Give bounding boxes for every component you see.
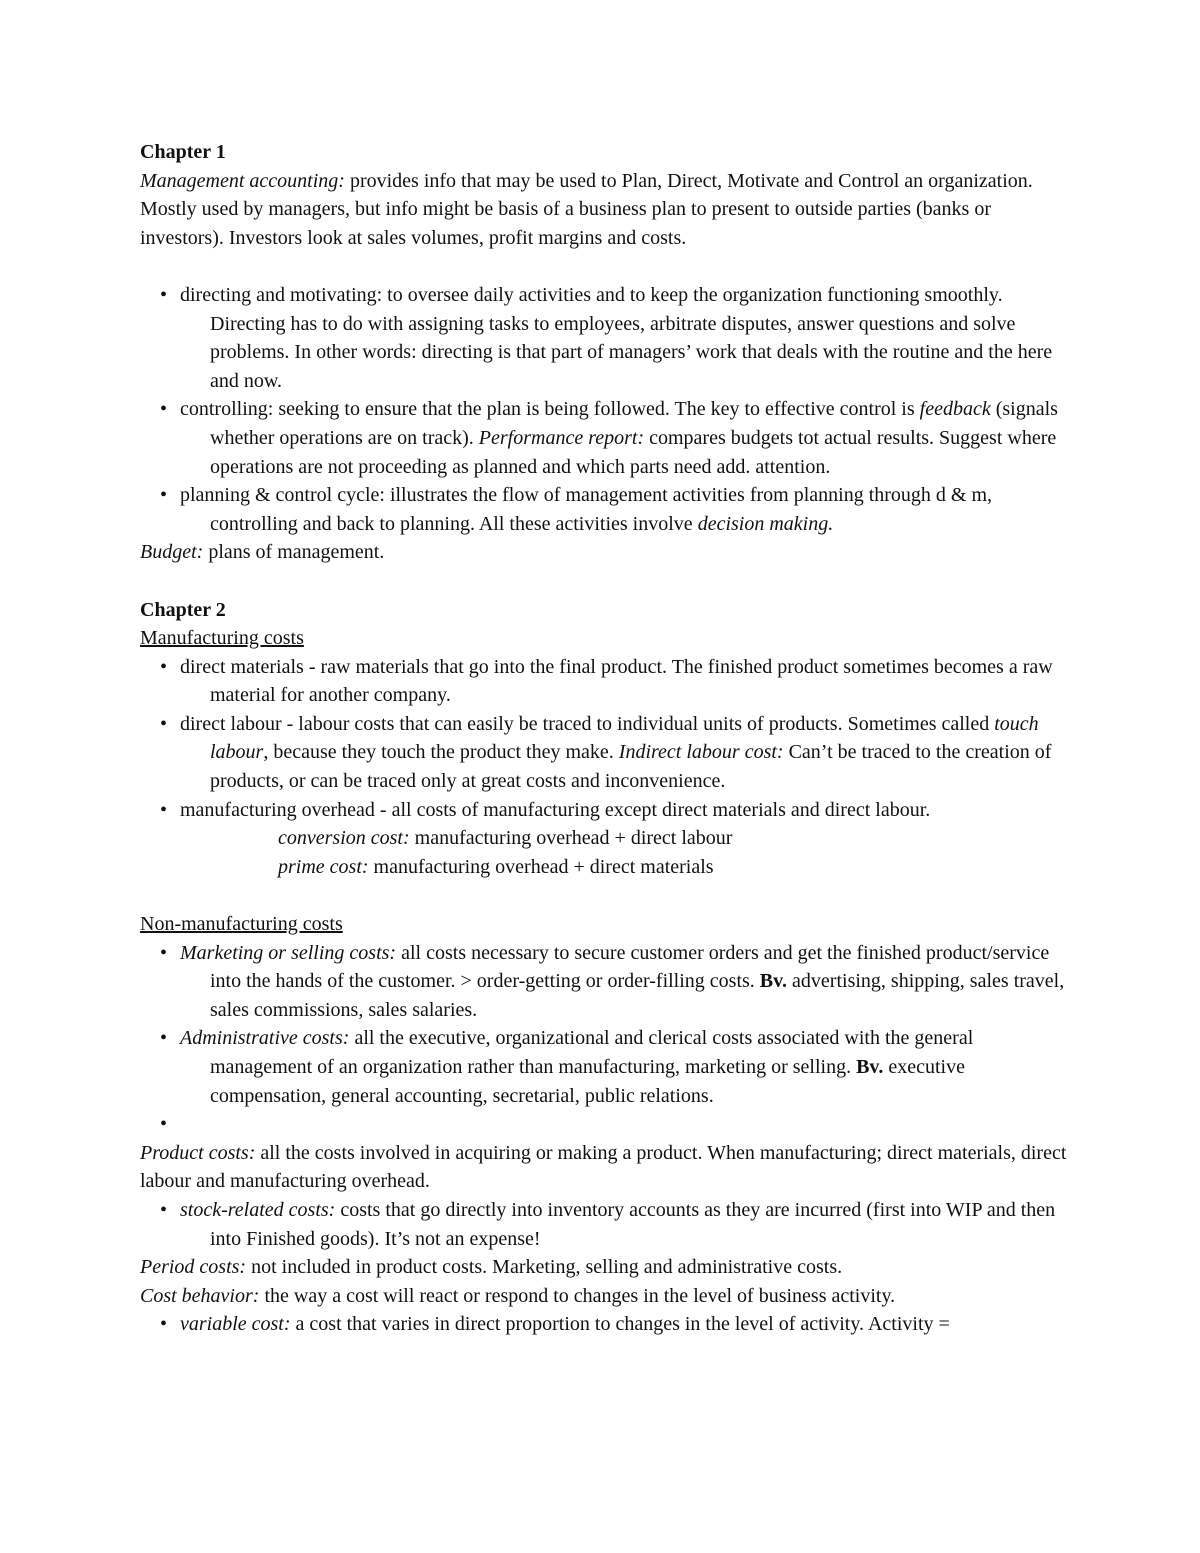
bullet-text: all the executive, organizational and clerical costs associated with the general management of an organization rather than manufacturing, marketing or selling.: [210, 1027, 974, 1078]
term-prime-cost: prime cost:: [278, 855, 369, 878]
bullet-text: (signals whether operations are on track).: [210, 398, 1058, 449]
bullet-direct-labour: [140, 710, 1070, 796]
period-costs-line: [140, 1253, 1070, 1282]
bullet-icon: •: [160, 798, 168, 821]
term-touch-labour: touch labour: [210, 712, 1039, 764]
term-conversion-cost: conversion cost:: [278, 827, 410, 850]
budget-line: [140, 538, 1070, 567]
term-product-costs: Product costs:: [140, 1141, 256, 1164]
bullet-administrative-costs: [140, 1024, 1070, 1110]
bullet-direct-materials: [140, 653, 1070, 710]
bullet-icon: •: [160, 1313, 168, 1336]
manufacturing-costs-heading: Manufacturing costs: [140, 627, 304, 650]
bullet-icon: •: [160, 1198, 168, 1221]
bullet-text: manufacturing overhead - all costs of manufacturing except direct materials and direct labour.: [180, 798, 931, 821]
bullet-empty: [140, 1110, 1070, 1139]
bullet-text: executive compensation, general accounting, secretarial, public relations.: [210, 1056, 965, 1107]
bullet-icon: •: [160, 398, 168, 421]
term-performance-report: Performance report:: [478, 426, 645, 449]
budget-text: plans of management.: [203, 541, 385, 564]
term-cost-behavior: Cost behavior:: [140, 1284, 260, 1307]
chapter-2-title: Chapter 2: [140, 598, 226, 621]
bullet-text: costs that go directly into inventory accounts as they are incurred (first into WIP and then into Finished goods). It’s not an expense!: [210, 1198, 1056, 1250]
bullet-icon: •: [160, 283, 168, 306]
term-variable-cost: variable cost:: [180, 1313, 291, 1336]
bullet-marketing-costs: [140, 939, 1070, 1025]
bullet-text: Can’t be traced to the creation of products, or can be traced only at great costs and inconvenience.: [210, 741, 1052, 793]
bullet-text: direct materials - raw materials that go into the final product. The finished product sometimes becomes a raw material for another company.: [180, 655, 1053, 707]
term-marketing-costs: Marketing or selling costs:: [180, 941, 397, 964]
non-manufacturing-costs-heading: Non-manufacturing costs: [140, 913, 343, 936]
prime-cost-line: [140, 853, 1070, 882]
bullet-text: , because they touch the product they make.: [263, 741, 619, 764]
term-decision-making: decision making.: [697, 512, 834, 535]
cost-behavior-text: the way a cost will react or respond to changes in the level of business activity.: [259, 1284, 896, 1307]
bullet-text: advertising, shipping, sales travel, sales commissions, sales salaries.: [210, 970, 1065, 1021]
bullet-directing: [140, 281, 1070, 395]
bv-label: Bv.: [856, 1056, 884, 1078]
conversion-cost-line: [140, 824, 1070, 853]
bullet-text: controlling: seeking to ensure that the plan is being followed. The key to effective control is: [180, 398, 920, 421]
bullet-icon: •: [160, 484, 168, 507]
bullet-text: a cost that varies in direct proportion to changes in the level of activity. Activity =: [290, 1313, 950, 1336]
spacer: [140, 881, 1070, 910]
term-administrative-costs: Administrative costs:: [180, 1027, 350, 1050]
spacer: [140, 252, 1070, 281]
period-costs-text: not included in product costs. Marketing, selling and administrative costs.: [246, 1256, 843, 1279]
bv-label: Bv.: [759, 970, 788, 993]
cost-behavior-line: [140, 1282, 1070, 1311]
bullet-icon: •: [160, 712, 168, 735]
bullet-text: all costs necessary to secure customer orders and get the finished product/service into the hands of the customer. > order-getting or order-filling costs.: [210, 941, 1050, 993]
bullet-stock-related: [140, 1196, 1070, 1253]
spacer: [140, 567, 1070, 596]
product-costs-line: [140, 1139, 1070, 1196]
term-feedback: feedback: [919, 398, 991, 421]
bullet-variable-cost: [140, 1310, 1070, 1339]
bullet-icon: •: [160, 655, 168, 678]
term-management-accounting: Management accounting:: [140, 169, 345, 192]
bullet-text: compares budgets tot actual results. Suggest where operations are not proceeding as planned and which parts need add. attention.: [210, 426, 1057, 478]
term-indirect-labour: Indirect labour cost:: [618, 741, 784, 764]
intro-paragraph: [140, 167, 1070, 253]
chapter-1-title: Chapter 1: [140, 141, 226, 163]
bullet-text: directing and motivating: to oversee daily activities and to keep the organization functioning smoothly. Directing has to do with assigning tasks to employees, arbitrate disputes, answer questions and solve problems. In other words: directing is that part of managers’ work that deals with the routine and the here and now.: [180, 283, 1053, 392]
document-page: [140, 138, 1070, 1339]
conversion-cost-text: manufacturing overhead + direct labour: [409, 827, 733, 850]
term-period-costs: Period costs:: [140, 1256, 247, 1279]
bullet-controlling: [140, 395, 1070, 481]
bullet-icon: •: [160, 1027, 168, 1050]
bullet-text: direct labour - labour costs that can easily be traced to individual units of products. Sometimes called: [180, 712, 995, 735]
intro-text: provides info that may be used to Plan, Direct, Motivate and Control an organization. Mostly used by managers, but info might be basis of a business plan to present to outside parties (banks or investors). Investors look at sales volumes, profit margins and costs.: [140, 169, 1033, 249]
product-costs-text: all the costs involved in acquiring or making a product. When manufacturing; direct materials, direct labour and manufacturing overhead.: [140, 1141, 1067, 1193]
prime-cost-text: manufacturing overhead + direct materials: [368, 855, 714, 878]
bullet-planning-cycle: [140, 481, 1070, 538]
term-stock-related: stock-related costs:: [180, 1198, 336, 1221]
bullet-text: planning & control cycle: illustrates the flow of management activities from planning through d & m, controlling and back to planning. All these activities involve: [180, 484, 993, 535]
bullet-icon: •: [160, 941, 168, 964]
term-budget: Budget:: [140, 541, 204, 564]
bullet-icon: •: [160, 1113, 168, 1136]
bullet-manufacturing-overhead: [140, 796, 1070, 825]
